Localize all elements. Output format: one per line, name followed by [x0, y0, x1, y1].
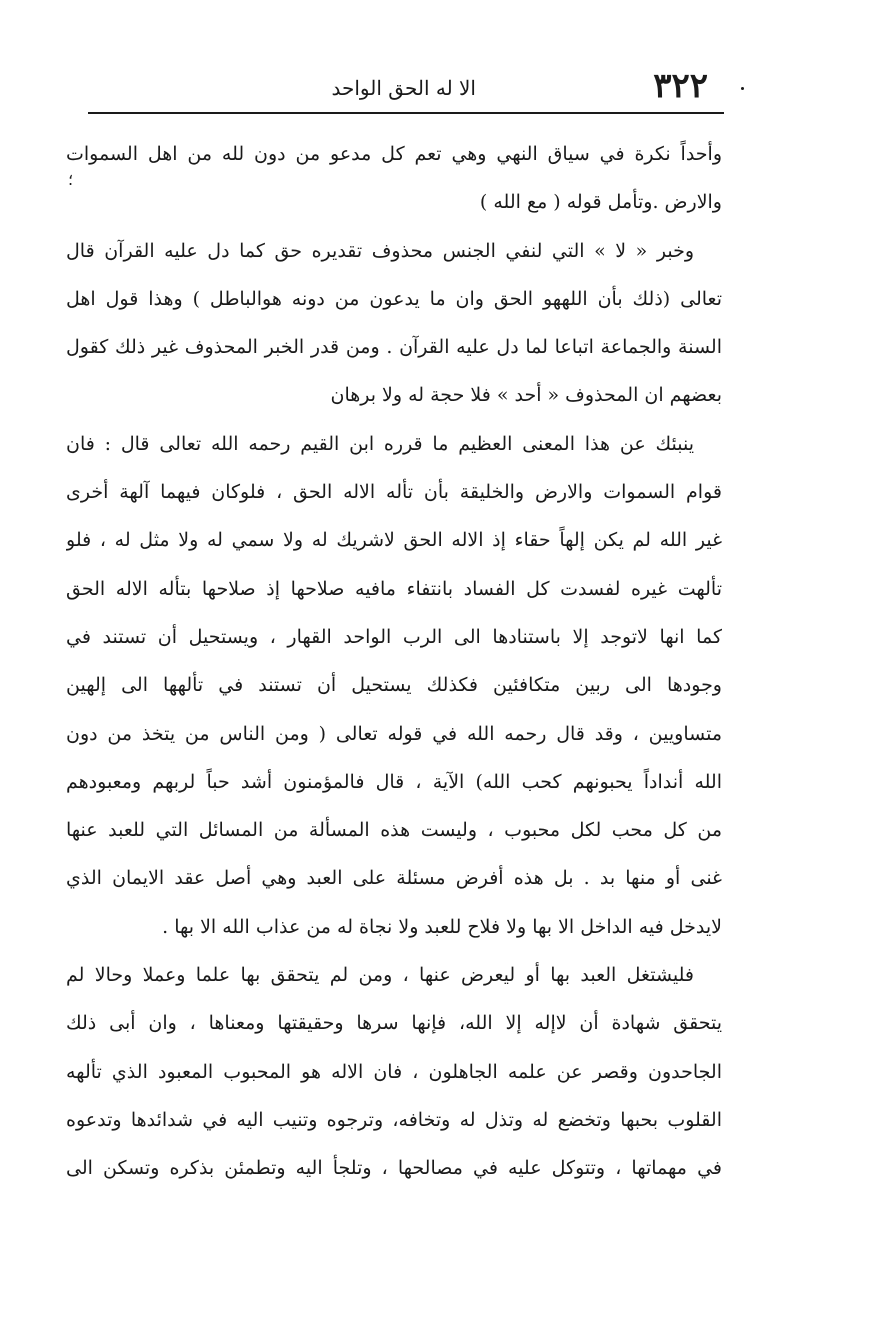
text-line: والارض .وتأمل قوله ( مع الله ): [479, 191, 722, 214]
text-line: ينبئك عن هذا المعنى العظيم ما قرره ابن القيم رحمه الله تعالى قال : فان: [66, 432, 694, 455]
margin-mark: ؛: [68, 170, 74, 189]
text-line: متساويين ، وقد قال رحمه الله في قوله تعالى ( ومن الناس من يتخذ من دون: [66, 722, 722, 745]
corner-dot: [741, 87, 744, 90]
text-line: من كل محب لكل محبوب ، وليست هذه المسألة من المسائل التي للعبد عنها: [66, 819, 722, 842]
text-line: وخبر « لا » التي لنفي الجنس محذوف تقديره حق كما دل عليه القرآن قال: [66, 239, 694, 262]
header-rule: [88, 112, 724, 114]
text-line: قوام السموات والارض والخليقة بأن تأله الاله الحق ، فلوكان فيهما آلهة أخرى: [66, 481, 722, 504]
text-line: في مهماتها ، وتتوكل عليه في مصالحها ، وتلجأ اليه وتطمئن بذكره وتسكن الى: [66, 1157, 722, 1180]
text-line: القلوب بحبها وتخضع له وتذل له وتخافه، وترجوه وتنيب اليه في شدائدها وتدعوه: [66, 1108, 722, 1131]
text-line: السنة والجماعة اتباعا لما دل عليه القرآن . ومن قدر الخبر المحذوف غير ذلك كقول: [66, 336, 722, 359]
running-title: الا له الحق الواحد: [331, 76, 476, 100]
text-line: تألهت غيره لفسدت كل الفساد بانتفاء مافيه صلاحها إذ صلاحها بتأله الاله الحق: [66, 577, 722, 600]
text-line: وأحداً نكرة في سياق النهي وهي تعم كل مدعو من دون لله من اهل السموات: [66, 143, 722, 165]
text-line: غنى أو منها بد . بل هذه أفرض مسئلة على العبد وهي أصل عقد الايمان الذي: [66, 867, 722, 890]
text-line: غير الله لم يكن إلهاً حقاء إذ الاله الحق لاشريك له ولا سمي له ولا مثل له ، فلو: [66, 529, 722, 552]
text-line: وجودها الى ربين متكافئين فكذلك يستحيل أن تستند في تألهها الى إلهين: [66, 674, 722, 697]
text-line: الجاحدون وقصر عن علمه الجاهلون ، فان الاله هو المحبوب المعبود الذي تألهه: [66, 1060, 722, 1083]
text-line: فليشتغل العبد بها أو ليعرض عنها ، ومن لم يتحقق بها علما وعملا وحالا لم: [66, 964, 694, 987]
body-text: [66, 130, 722, 1193]
text-line: الله أنداداً يحبونهم كحب الله) الآية ، قال فالمؤمنون أشد حباً لربهم ومعبودهم: [66, 770, 722, 793]
text-line: كما انها لاتوجد إلا باستنادها الى الرب الواحد القهار ، ويستحيل أن تستند في: [66, 625, 722, 648]
page-header: [88, 62, 726, 112]
text-line: تعالى (ذلك بأن اللههو الحق وان ما يدعون من دونه هوالباطل ) وهذا قول اهل: [66, 287, 722, 310]
text-line: لايدخل فيه الداخل الا بها ولا فلاح للعبد ولا نجاة له من عذاب الله الا بها .: [162, 915, 722, 938]
text-line: يتحقق شهادة أن لاإله إلا الله، فإنها سرها وحقيقتها ومعناها ، وان أبى ذلك: [66, 1012, 722, 1035]
text-line: بعضهم ان المحذوف « أحد » فلا حجة له ولا برهان: [330, 384, 722, 407]
page-number: ٣٢٢: [653, 66, 708, 106]
